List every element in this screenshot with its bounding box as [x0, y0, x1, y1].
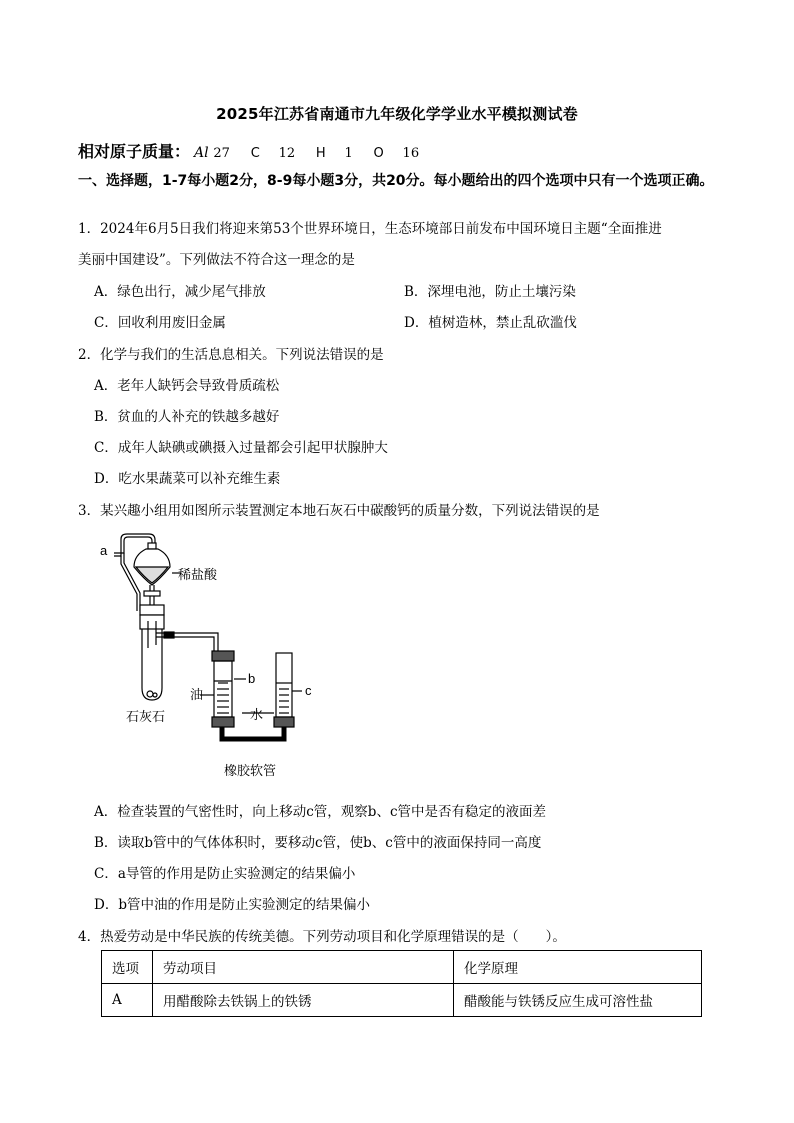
label-limestone: 石灰石: [126, 710, 166, 725]
q2-option-a: A．老年人缺钙会导致骨质疏松: [94, 378, 280, 394]
q1-option-b: B．深埋电池，防止土壤污染: [404, 284, 576, 300]
mass-element: Al: [194, 145, 209, 161]
mass-value: 1: [344, 146, 353, 161]
q3-option-c: C．a导管的作用是防止实验测定的结果偏小: [94, 866, 356, 882]
q3-option-a: A．检查装置的气密性时，向上移动c管，观察b、c管中是否有稳定的液面差: [94, 804, 547, 820]
q3-option-d: D．b管中油的作用是防止实验测定的结果偏小: [94, 897, 370, 913]
q1-option-c: C．回收利用废旧金属: [94, 315, 226, 331]
q3-option-b: B．读取b管中的气体体积时，要移动c管，使b、c管中的液面保持同一高度: [94, 835, 542, 851]
label-rubber-hose: 橡胶软管: [224, 764, 277, 779]
q2-stem: 2．化学与我们的生活息息相关。下列说法错误的是: [78, 347, 384, 363]
q3-stem: 3．某兴趣小组用如图所示装置测定本地石灰石中碳酸钙的质量分数，下列说法错误的是: [78, 503, 600, 519]
label-b: b: [248, 671, 256, 686]
label-oil: 油: [190, 688, 204, 703]
atomic-masses-label: 相对原子质量：: [78, 142, 191, 161]
mass-value: 16: [402, 146, 420, 161]
q1-stem-line2: 美丽中国建设”。下列做法不符合这一理念的是: [78, 252, 355, 268]
label-water: 水: [250, 708, 264, 723]
table-cell: 醋酸能与铁锈反应生成可溶性盐: [454, 984, 702, 1017]
label-dilute-hcl: 稀盐酸: [178, 568, 218, 583]
section-heading: 一、选择题，1-7每小题2分，8-9每小题3分，共20分。每小题给出的四个选项中只有一个选项正确。: [78, 173, 714, 189]
q1-option-d: D．植树造林，禁止乱砍滥伐: [404, 315, 577, 331]
q2-option-b: B．贫血的人补充的铁越多越好: [94, 409, 280, 425]
atomic-masses: [78, 139, 419, 162]
table-cell: A: [102, 984, 153, 1017]
table-row: [102, 984, 702, 1017]
mass-element: C: [250, 146, 260, 161]
label-c: c: [305, 683, 312, 698]
page-title: 2025年江苏省南通市九年级化学学业水平模拟测试卷: [216, 105, 578, 123]
q1-option-a: A．绿色出行，减少尾气排放: [94, 284, 266, 300]
table-cell: 用醋酸除去铁锅上的铁锈: [153, 984, 454, 1017]
apparatus-diagram: [96, 533, 336, 783]
mass-value: 12: [278, 146, 296, 161]
table-header-cell: 选项: [102, 951, 153, 984]
label-a: a: [100, 543, 108, 558]
q2-option-c: C．成年人缺碘或碘摄入过量都会引起甲状腺肿大: [94, 440, 388, 456]
table-header-cell: 劳动项目: [153, 951, 454, 984]
q4-stem: 4．热爱劳动是中华民族的传统美德。下列劳动项目和化学原理错误的是（ ）。: [78, 929, 566, 945]
mass-value: 27: [213, 146, 230, 161]
table-header-cell: 化学原理: [454, 951, 702, 984]
q1-stem-line1: 1．2024年6月5日我们将迎来第53个世界环境日，生态环境部日前发布中国环境日主题“全面推进: [78, 221, 662, 237]
q4-table: [101, 950, 702, 1017]
q2-option-d: D．吃水果蔬菜可以补充维生素: [94, 471, 281, 487]
mass-element: O: [373, 146, 384, 161]
mass-element: H: [315, 146, 326, 161]
table-header-row: [102, 951, 702, 984]
